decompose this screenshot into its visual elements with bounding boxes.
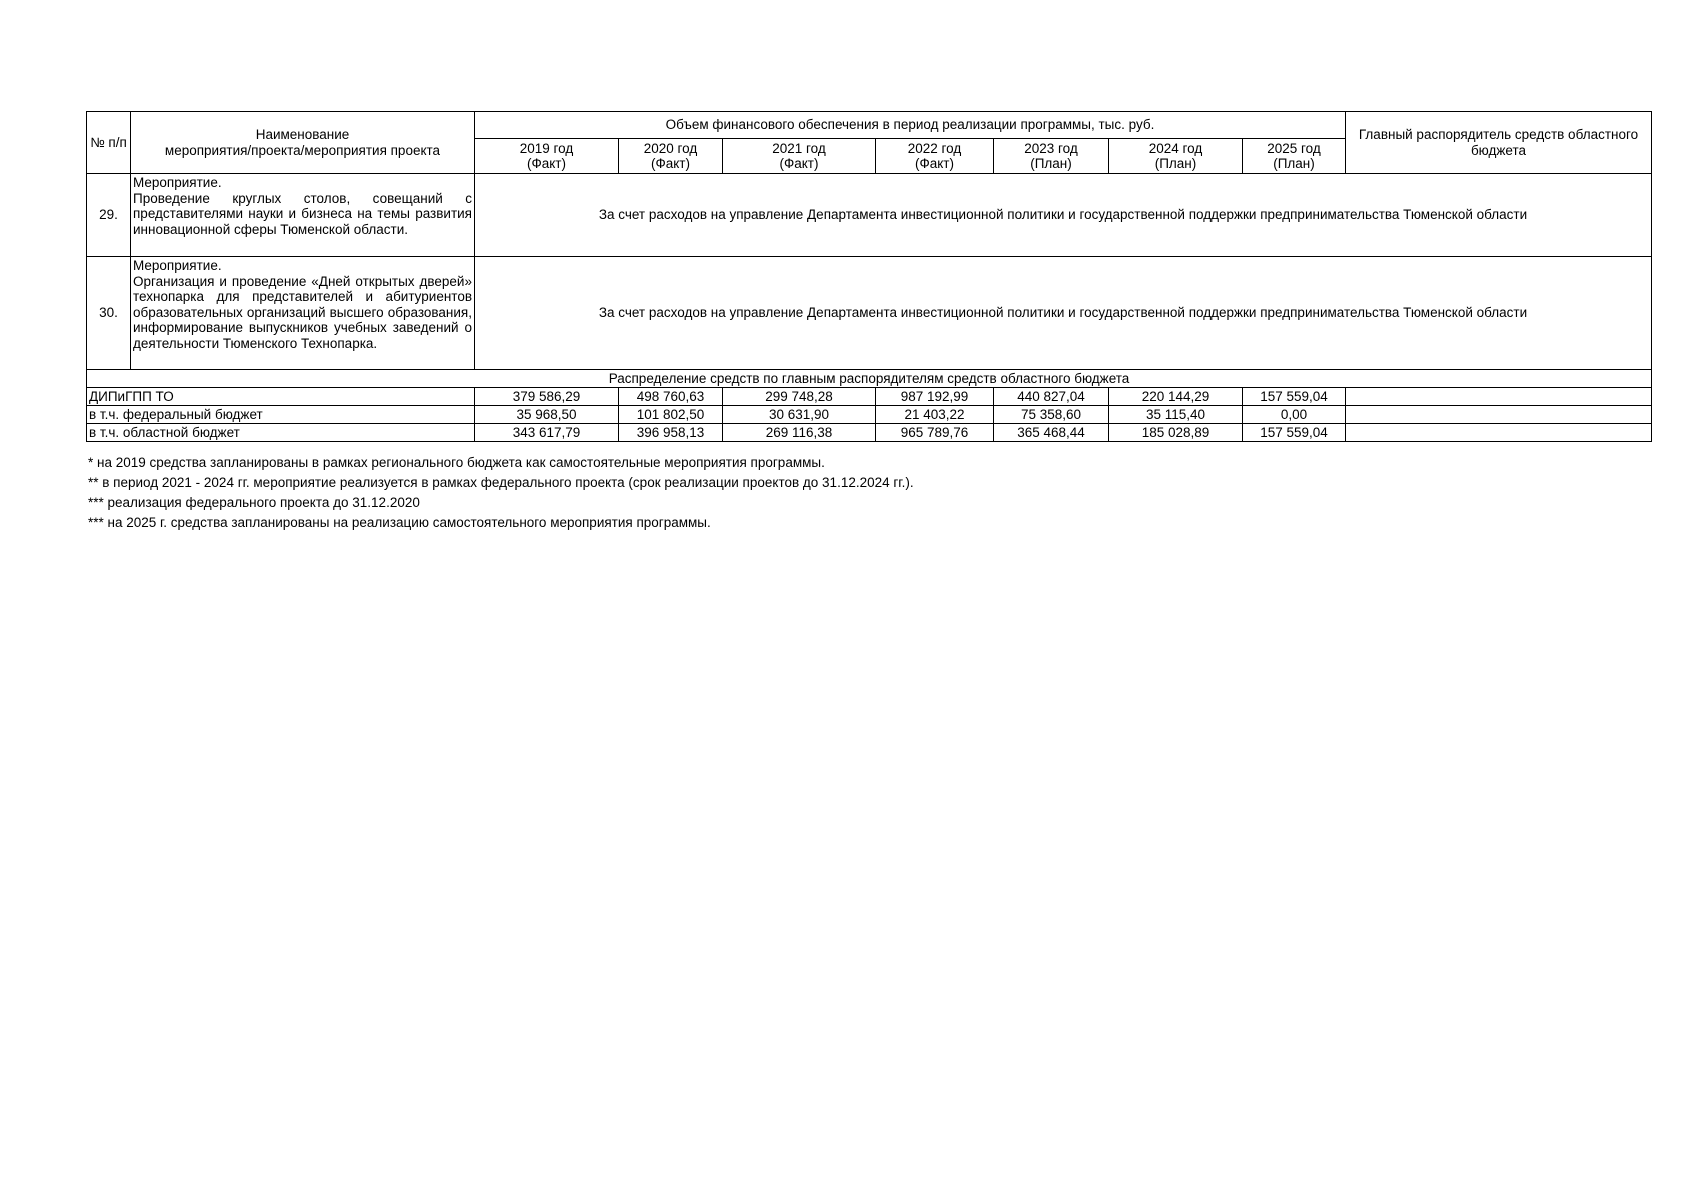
value-cell: 101 802,50 — [619, 406, 723, 424]
header-name — [131, 112, 475, 174]
row-name: Организация и проведение «Дней открытых дверей» технопарка для представителей и абитуриентов образовательных организаций высшего образования, информирование выпускников учебных заведений о деятельности Тюменского Технопарка. — [133, 273, 472, 351]
year-type: (План) — [1273, 156, 1315, 171]
distribution-row — [87, 406, 1652, 424]
row-funding-note: За счет расходов на управление Департамента инвестиционной политики и государственной поддержки предпринимательства Тюменской области — [475, 174, 1652, 257]
manager-cell — [1346, 388, 1652, 406]
year-type: (Факт) — [779, 156, 819, 171]
header-year-2020 — [619, 139, 723, 174]
row-name-cell — [131, 257, 475, 370]
value-cell: 0,00 — [1243, 406, 1346, 424]
value-cell: 185 028,89 — [1109, 424, 1243, 442]
value-cell: 30 631,90 — [723, 406, 876, 424]
row-kind: Мероприятие. — [133, 175, 222, 190]
distribution-title: Распределение средств по главным распорядителям средств областного бюджета — [87, 370, 1652, 388]
value-cell: 220 144,29 — [1109, 388, 1243, 406]
distribution-row — [87, 424, 1652, 442]
footnotes — [88, 453, 914, 533]
header-year-2019 — [475, 139, 619, 174]
distribution-label: ДИПиГПП ТО — [87, 388, 475, 406]
year-label: 2021 год — [772, 140, 826, 156]
value-cell: 396 958,13 — [619, 424, 723, 442]
row-funding-note: За счет расходов на управление Департамента инвестиционной политики и государственной поддержки предпринимательства Тюменской области — [475, 257, 1652, 370]
header-row-1 — [87, 112, 1652, 139]
value-cell: 75 358,60 — [994, 406, 1109, 424]
value-cell: 35 115,40 — [1109, 406, 1243, 424]
distribution-title-row — [87, 370, 1652, 388]
header-year-2023 — [994, 139, 1109, 174]
value-cell: 299 748,28 — [723, 388, 876, 406]
year-label: 2025 год — [1267, 140, 1321, 156]
header-funding: Объем финансового обеспечения в период реализации программы, тыс. руб. — [475, 112, 1346, 139]
year-label: 2022 год — [907, 140, 962, 156]
row-number: 30. — [87, 257, 131, 370]
footnote: *** на 2025 г. средства запланированы на реализацию самостоятельного мероприятия программы. — [88, 515, 711, 530]
header-year-2022 — [876, 139, 994, 174]
row-number: 29. — [87, 174, 131, 257]
header-year-2021 — [723, 139, 876, 174]
footnote: ** в период 2021 - 2024 гг. мероприятие реализуется в рамках федерального проекта (срок реализации проектов до 31.12.2024 гг.). — [88, 475, 914, 490]
year-type: (План) — [1154, 156, 1197, 171]
value-cell: 157 559,04 — [1243, 424, 1346, 442]
year-label: 2020 год — [643, 140, 698, 156]
header-year-2025 — [1243, 139, 1346, 174]
year-type: (План) — [1030, 156, 1072, 171]
row-name: Проведение круглых столов, совещаний с представителями науки и бизнеса на темы развития инновационной сферы Тюменской области. — [133, 190, 472, 237]
row-name-cell — [131, 174, 475, 257]
distribution-label: в т.ч. федеральный бюджет — [87, 406, 475, 424]
value-cell: 379 586,29 — [475, 388, 619, 406]
year-label: 2024 год — [1148, 140, 1203, 156]
distribution-row — [87, 388, 1652, 406]
value-cell: 269 116,38 — [723, 424, 876, 442]
header-manager: Главный распорядитель средств областного бюджета — [1346, 112, 1652, 174]
header-no: № п/п — [87, 112, 131, 174]
header-name-line1: Наименование — [255, 127, 350, 142]
footnote: * на 2019 средства запланированы в рамках регионального бюджета как самостоятельные мероприятия программы. — [88, 455, 825, 470]
manager-cell — [1346, 424, 1652, 442]
value-cell: 21 403,22 — [876, 406, 994, 424]
year-label: 2023 год — [1024, 140, 1078, 156]
year-type: (Факт) — [650, 156, 690, 171]
year-type: (Факт) — [526, 156, 566, 171]
distribution-label: в т.ч. областной бюджет — [87, 424, 475, 442]
footnote: *** реализация федерального проекта до 31.12.2020 — [88, 495, 420, 510]
table-row — [87, 174, 1652, 257]
year-label: 2019 год — [519, 140, 574, 156]
header-year-2024 — [1109, 139, 1243, 174]
value-cell: 343 617,79 — [475, 424, 619, 442]
row-kind: Мероприятие. — [133, 258, 222, 273]
value-cell: 157 559,04 — [1243, 388, 1346, 406]
value-cell: 987 192,99 — [876, 388, 994, 406]
value-cell: 365 468,44 — [994, 424, 1109, 442]
value-cell: 440 827,04 — [994, 388, 1109, 406]
year-type: (Факт) — [914, 156, 954, 171]
value-cell: 35 968,50 — [475, 406, 619, 424]
funding-table — [86, 111, 1652, 442]
value-cell: 965 789,76 — [876, 424, 994, 442]
manager-cell — [1346, 406, 1652, 424]
table-row — [87, 257, 1652, 370]
value-cell: 498 760,63 — [619, 388, 723, 406]
header-name-line2: мероприятия/проекта/мероприятия проекта — [164, 142, 441, 158]
